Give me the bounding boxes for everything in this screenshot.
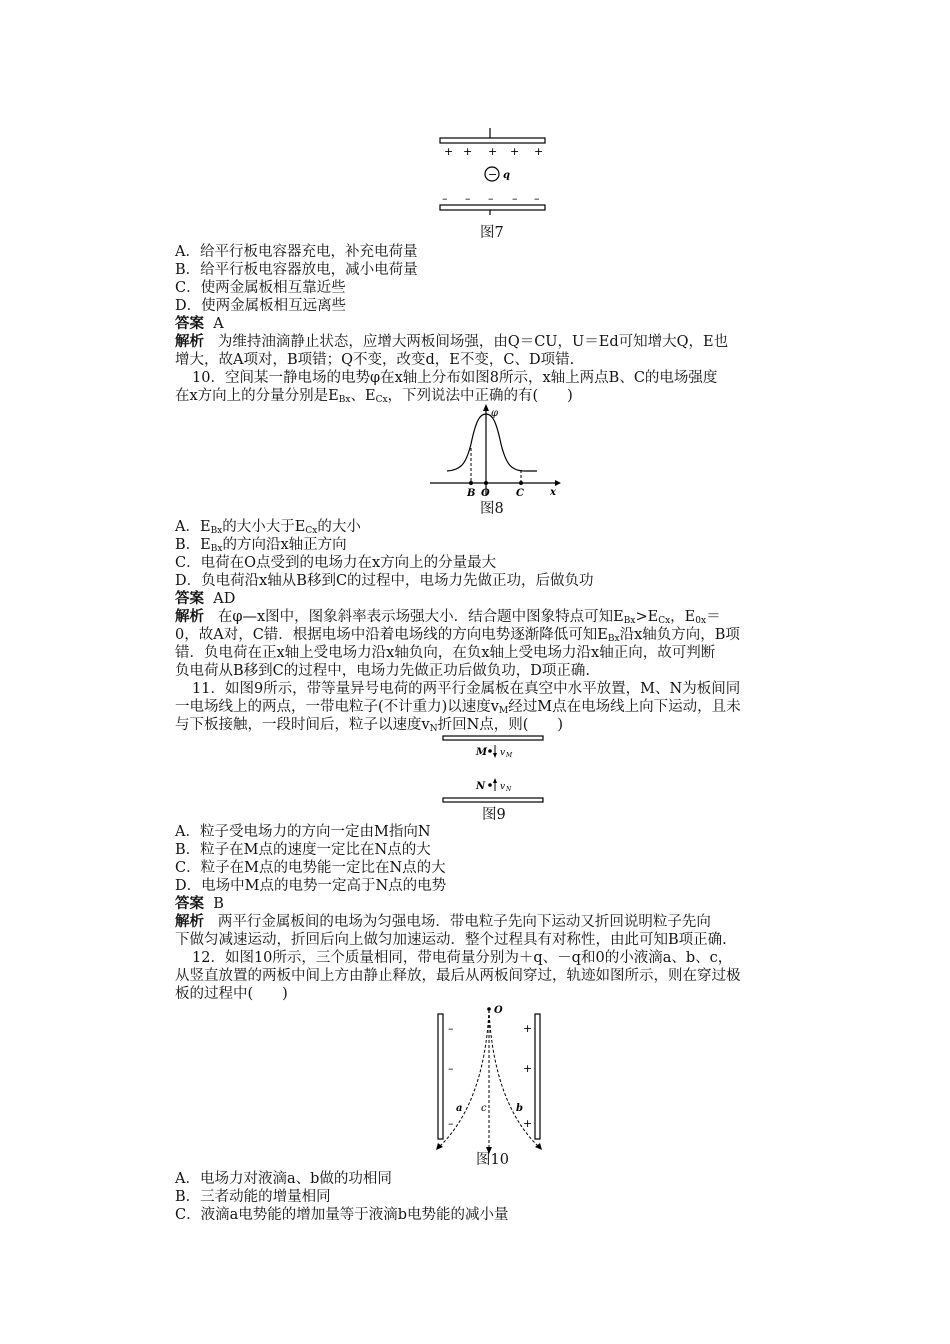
q10-analysis-line-3: 错．负电荷在正x轴上受电场力沿x轴负向，在负x轴上受电场力沿x轴正向，故可判断 [175, 645, 716, 661]
q10-analysis-line-2: 0，故A对，C错．根据电场中沿着电场线的方向电势逐渐降低可知$E_{Bx}$沿x轴负方向，B项 [175, 627, 740, 644]
q11-option-a: A．粒子受电场力的方向一定由M指向N [175, 824, 431, 840]
q12-stem-line-1: 12．如图10所示，三个质量相同，带电荷量分别为＋q、－q和0的小液滴a、b、c， [192, 950, 733, 966]
q12-stem-line-2: 从竖直放置的两板中间上方由静止释放，最后从两板间穿过，轨迹如图所示，则在穿过极 [175, 968, 741, 984]
figure-7-capacitor [430, 125, 560, 215]
minus-sign: – [488, 192, 494, 205]
svg-text:a: a [456, 1103, 463, 1114]
q11-stem-line-1: 11．如图9所示，带等量异号电荷的两平行金属板在真空中水平放置，M、N为板间同 [192, 681, 741, 697]
q11-option-c: C．粒子在M点的电势能一定比在N点的大 [175, 860, 446, 876]
potential-curve [447, 414, 537, 471]
answer-value: AD [213, 591, 236, 607]
q9-option-d: D．使两金属板相互远离些 [175, 298, 347, 314]
plus-sign: + [488, 145, 498, 158]
q11-stem-line-2: 一电场线上的两点，一带电粒子(不计重力)以速度$v_M$经过M点在电场线上向下运动，且未 [175, 699, 741, 716]
q9-answer [175, 315, 224, 333]
svg-text:+: + [523, 1117, 533, 1130]
minus-sign: – [534, 192, 540, 205]
svg-text:x: x [550, 487, 556, 498]
q10-stem-line-1: 10．空间某一静电场的电势φ在x轴上分布如图8所示，x轴上两点B、C的电场强度 [192, 370, 718, 386]
q10-option-a: A．$E_{Bx}$的大小大于$E_{Cx}$的大小 [175, 519, 361, 536]
q11-option-b: B．粒子在M点的速度一定比在N点的大 [175, 842, 431, 858]
answer-value: A [213, 316, 224, 332]
q10-option-c: C．电荷在O点受到的电场力在x方向上的分量最大 [175, 555, 497, 571]
q10-analysis-line-4: 负电荷从B移到C的过程中，电场力先做正功后做负功，D项正确. [175, 663, 590, 679]
q9-option-a: A．给平行板电容器充电，补充电荷量 [175, 244, 418, 260]
minus-sign: – [512, 192, 518, 205]
svg-text:−: − [488, 168, 498, 181]
q10-option-b: B．$E_{Bx}$的方向沿x轴正方向 [175, 537, 347, 554]
plus-sign: + [444, 145, 454, 158]
q12-option-b: B．三者动能的增量相同 [175, 1189, 331, 1205]
q10-answer [175, 590, 235, 608]
answer-label: 答案 [175, 895, 204, 912]
svg-text:B: B [467, 488, 476, 499]
plus-sign: + [510, 145, 520, 158]
figure-9-caption: 图9 [482, 807, 506, 823]
svg-text:v: v [500, 748, 506, 758]
figure-10-caption: 图10 [476, 1152, 509, 1168]
answer-label: 答案 [175, 315, 204, 332]
analysis-label: 解析 [175, 913, 204, 930]
svg-text:–: – [448, 1117, 454, 1130]
analysis-label: 解析 [175, 333, 204, 350]
minus-sign: – [442, 192, 448, 205]
q10-analysis-line-1: 解析 在φ—x图中，图象斜率表示场强大小．结合题中图象特点可知$E_{Bx}>E_{Cx}$，$E_{0x}=$ [175, 608, 721, 626]
svg-text:–: – [448, 1062, 454, 1075]
svg-text:+: + [523, 1062, 533, 1075]
svg-text:c: c [481, 1103, 487, 1114]
q9-analysis-line-1: 解析 为维持油滴静止状态，应增大两板间场强，由Q＝CU，U＝Ed可知增大Q，E也 [175, 333, 729, 350]
q12-option-a: A．电场力对液滴a、b做的功相同 [175, 1171, 392, 1187]
svg-text:N: N [506, 786, 512, 793]
q11-stem-line-3: 与下板接触，一段时间后，粒子以速度$v_N$折回N点，则( ) [175, 717, 564, 734]
plus-sign: + [534, 145, 544, 158]
figure-7-caption: 图7 [480, 225, 504, 241]
minus-sign: – [465, 192, 471, 205]
q9-option-b: B．给平行板电容器放电，减小电荷量 [175, 262, 418, 278]
q10-stem-line-2: 在x方向上的分量分别是$E_{Bx}$、$E_{Cx}$，下列说法中正确的有( ) [175, 388, 573, 405]
svg-text:+: + [523, 1022, 533, 1035]
q9-analysis-line-2: 增大，故A项对，B项错；Q不变，改变d，E不变，C、D项错. [175, 352, 575, 368]
q9-option-c: C．使两金属板相互靠近些 [175, 280, 346, 296]
svg-text:M: M [476, 747, 488, 758]
answer-value: B [213, 896, 224, 912]
svg-text:O: O [494, 1005, 503, 1016]
svg-text:b: b [516, 1103, 523, 1114]
analysis-label: 解析 [175, 608, 204, 625]
q12-stem-line-3: 板的过程中( ) [175, 986, 288, 1002]
q11-option-d: D．电场中M点的电势一定高于N点的电势 [175, 878, 447, 894]
svg-text:q: q [503, 170, 510, 181]
figure-8-caption: 图8 [480, 501, 504, 517]
figure-9-plates [438, 734, 548, 806]
q11-analysis-line-1: 解析 两平行金属板间的电场为匀强电场．带电粒子先向下运动又折回说明粒子先向 [175, 913, 711, 930]
svg-text:v: v [500, 782, 506, 792]
q11-answer [175, 895, 224, 913]
svg-text:N: N [476, 781, 486, 792]
answer-label: 答案 [175, 590, 204, 607]
q11-analysis-line-2: 下做匀减速运动，折回后向上做匀加速运动．整个过程具有对称性，由此可知B项正确. [175, 932, 727, 948]
figure-10-vertical-plates [428, 1004, 558, 1156]
figure-8-potential-graph [425, 404, 565, 500]
plus-sign: + [463, 145, 473, 158]
svg-text:O: O [481, 488, 490, 499]
svg-text:M: M [506, 752, 513, 759]
svg-text:C: C [516, 488, 524, 499]
q12-option-c: C．液滴a电势能的增加量等于液滴b电势能的减小量 [175, 1207, 509, 1223]
q10-option-d: D．负电荷沿x轴从B移到C的过程中，电场力先做正功，后做负功 [175, 573, 594, 589]
svg-text:φ: φ [491, 408, 499, 419]
svg-text:–: – [448, 1022, 454, 1035]
